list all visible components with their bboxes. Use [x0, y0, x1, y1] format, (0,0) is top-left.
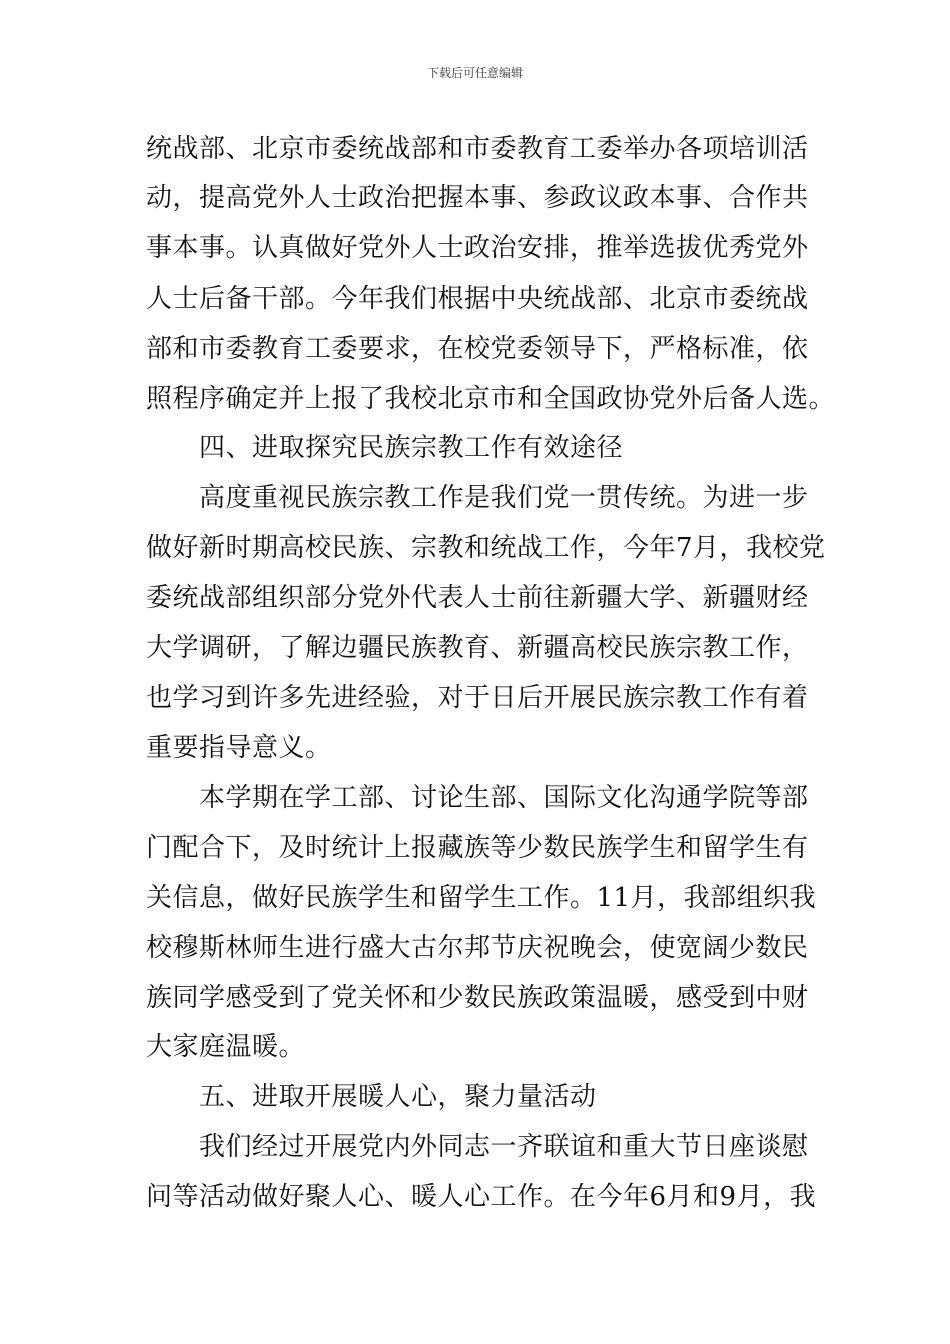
body-line: 关信息，做好民族学生和留学生工作。11月，我部组织我	[146, 883, 817, 913]
body-line: 问等活动做好聚人心、暖人心工作。在今年6月和9月，我	[146, 1182, 817, 1212]
body-line: 本学期在学工部、讨论生部、国际文化沟通学院等部	[199, 783, 809, 813]
body-line: 我们经过开展党内外同志一齐联谊和重大节日座谈慰	[199, 1132, 809, 1162]
body-line: 做好新时期高校民族、宗教和统战工作，今年7月，我校党	[146, 533, 826, 563]
body-line: 大家庭温暖。	[146, 1032, 306, 1062]
body-line: 门配合下，及时统计上报藏族等少数民族学生和留学生有	[146, 833, 809, 863]
body-line: 事本事。认真做好党外人士政治安排，推举选拔优秀党外	[146, 233, 809, 263]
header-note: 下载后可任意编辑	[426, 66, 523, 80]
body-line: 委统战部组织部分党外代表人士前往新疆大学、新疆财经	[146, 583, 809, 613]
body-line: 大学调研，了解边疆民族教育、新疆高校民族宗教工作，	[146, 633, 809, 663]
body-line: 人士后备干部。今年我们根据中央统战部、北京市委统战	[146, 284, 809, 314]
body-line: 高度重视民族宗教工作是我们党一贯传统。为进一步	[199, 483, 809, 513]
body-line: 重要指导意义。	[146, 733, 332, 763]
body-line: 统战部、北京市委统战部和市委教育工委举办各项培训活	[146, 134, 809, 164]
body-line: 照程序确定并上报了我校北京市和全国政协党外后备人选。	[146, 384, 836, 414]
section-heading: 五、进取开展暖人心，聚力量活动	[199, 1082, 597, 1112]
body-line: 族同学感受到了党关怀和少数民族政策温暖，感受到中财	[146, 983, 809, 1013]
body-line: 动，提高党外人士政治把握本事、参政议政本事、合作共	[146, 183, 809, 213]
body-line: 也学习到许多先进经验，对于日后开展民族宗教工作有着	[146, 683, 809, 713]
body-line: 部和市委教育工委要求，在校党委领导下，严格标准，依	[146, 334, 809, 364]
body-line: 校穆斯林师生进行盛大古尔邦节庆祝晚会，使宽阔少数民	[146, 933, 809, 963]
section-heading: 四、进取探究民族宗教工作有效途径	[199, 433, 624, 463]
